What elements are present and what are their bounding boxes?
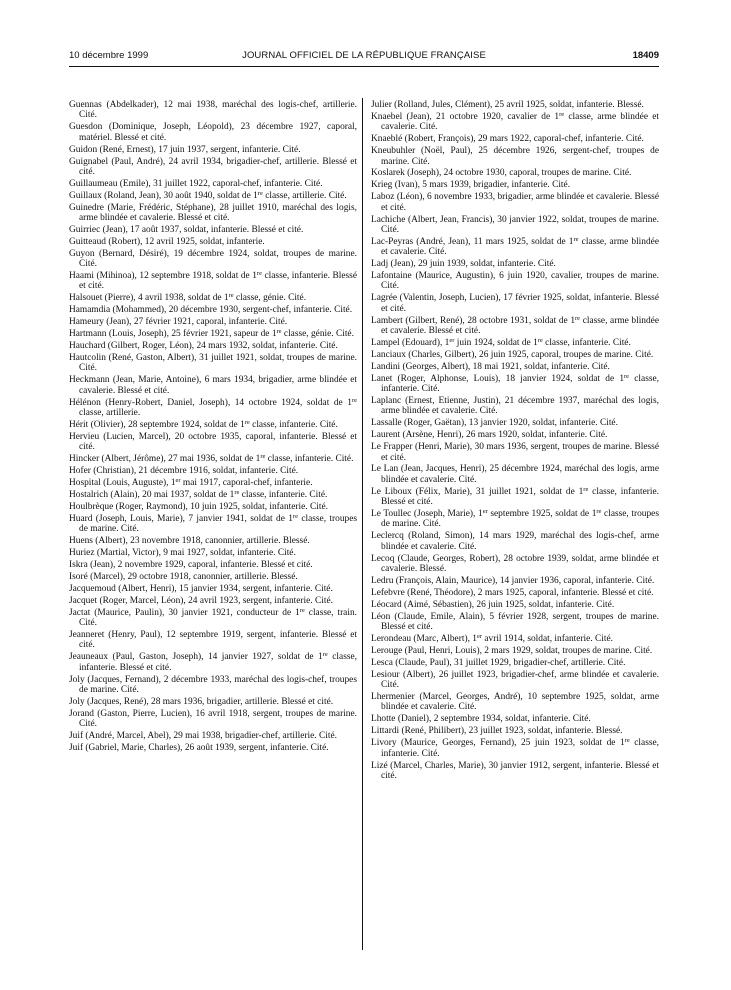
citation-entry: Laplanc (Ernest, Etienne, Justin), 21 décembre 1937, maréchal des logis, arme blindée et cavalerie. Cité. xyxy=(371,396,659,417)
page-header xyxy=(69,50,659,64)
citation-entry: Hostalrich (Alain), 20 mai 1937, soldat de 1re classe, infanterie. Cité. xyxy=(69,488,328,500)
citation-entry: Hincker (Albert, Jérôme), 27 mai 1936, soldat de 1re classe, infanterie. Cité. xyxy=(69,453,354,465)
citation-entry: Lhermenier (Marcel, Georges, André), 10 septembre 1925, soldat, arme blindée et cavalerie. Cité. xyxy=(371,692,659,713)
citation-entry: Lanet (Roger, Alphonse, Louis), 18 janvier 1924, soldat de 1re classe, infanterie. Cité. xyxy=(371,372,659,395)
citation-entry: Leclercq (Roland, Simon), 14 mars 1929, maréchal des logis-chef, arme blindée et cavalerie. Cité. xyxy=(371,531,659,552)
citation-entry: Guignabel (Paul, André), 24 avril 1934, brigadier-chef, artillerie. Blessé et cité. xyxy=(69,156,357,177)
citation-entry: Lesiour (Albert), 26 juillet 1923, brigadier-chef, arme blindée et cavalerie. Cité. xyxy=(371,669,659,691)
citation-entry: Guesdon (Dominique, Joseph, Léopold), 23 décembre 1927, caporal, matériel. Blessé et cité. xyxy=(69,122,357,143)
citation-entry: Hautcolin (René, Gaston, Albert), 31 juillet 1921, soldat, troupes de marine. Cité. xyxy=(69,353,357,374)
citation-entry: Lagrée (Valentin, Joseph, Lucien), 17 février 1925, soldat, infanterie. Blessé et cité. xyxy=(371,293,659,314)
citation-entry: Juif (Gabriel, Marie, Charles), 26 août 1939, sergent, infanterie. Cité. xyxy=(69,743,329,753)
citation-entry: Le Liboux (Félix, Marie), 31 juillet 1921, soldat de 1re classe, infanterie. Blessé et cité. xyxy=(371,485,659,508)
citation-entry: Léon (Claude, Emile, Alain), 5 février 1928, sergent, troupes de marine. Blessé et cité. xyxy=(371,611,659,633)
citation-entry: Lassalle (Roger, Gaëtan), 13 janvier 1920, soldat, infanterie. Cité. xyxy=(371,418,618,429)
citation-entry: Huard (Joseph, Louis, Marie), 7 janvier 1941, soldat de 1re classe, troupes de marine. Cité. xyxy=(69,512,358,535)
citation-entry: Guirriec (Jean), 17 août 1937, soldat, infanterie. Blessé et cité. xyxy=(69,224,304,235)
citation-entry: Guyon (Bernard, Désiré), 19 décembre 1924, soldat, troupes de marine. Cité. xyxy=(69,248,357,270)
citation-entry: Lafontaine (Maurice, Augustin), 6 juin 1920, cavalier, troupes de marine. Cité. xyxy=(371,271,659,292)
citation-entry: Lesca (Claude, Paul), 31 juillet 1929, brigadier-chef, artillerie. Cité. xyxy=(371,657,626,668)
citation-entry: Huens (Albert), 23 novembre 1918, canonnier, artillerie. Blessé. xyxy=(69,536,310,547)
citation-entry: Houlbrèque (Roger, Raymond), 10 juin 1925, soldat, infanterie. Cité. xyxy=(69,501,328,512)
citation-entry: Ledru (François, Alain, Maurice), 14 janvier 1936, caporal, infanterie. Cité. xyxy=(371,575,655,586)
citation-entry: Lhotte (Daniel), 2 septembre 1934, soldat, infanterie. Cité. xyxy=(371,714,591,725)
citation-entry: Lizé (Marcel, Charles, Marie), 30 janvier 1912, sergent, infanterie. Blessé et cité. xyxy=(371,760,659,781)
citation-entry: Guillaux (Roland, Jean), 30 août 1940, soldat de 1re classe, artillerie. Cité. xyxy=(69,189,347,201)
citation-entry: Lambert (Gilbert, René), 28 octobre 1931, soldat de 1re classe, arme blindée et cavalerie. Blessé et cité. xyxy=(371,314,660,336)
citation-entry: Lerondeau (Marc, Albert), 1er avril 1914, soldat, infanterie. Cité. xyxy=(371,632,613,644)
citation-entry: Hérit (Olivier), 28 septembre 1924, soldat de 1re classe, infanterie. Cité. xyxy=(69,418,338,430)
header-rule xyxy=(69,66,659,67)
left-column xyxy=(69,100,357,755)
citation-entry: Lecoq (Claude, Georges, Robert), 28 octobre 1939, soldat, arme blindée et cavalerie. Blessé. xyxy=(371,553,659,574)
citation-entry: Laurent (Arsène, Henri), 26 mars 1920, soldat, infanterie. Cité. xyxy=(371,430,608,441)
citation-entry: Livory (Maurice, Georges, Fernand), 25 juin 1923, soldat de 1re classe, infanterie. Cité. xyxy=(371,737,660,759)
journal-title: JOURNAL OFFICIEL DE LA RÉPUBLIQUE FRANÇAISE xyxy=(242,50,486,61)
citation-entry: Halsouet (Pierre), 4 avril 1938, soldat de 1re classe, génie. Cité. xyxy=(69,292,307,304)
citation-entry: Jacquet (Roger, Marcel, Léon), 24 avril 1923, sergent, infanterie. Cité. xyxy=(69,595,333,606)
citation-entry: Ladj (Jean), 29 juin 1939, soldat, infanterie. Cité. xyxy=(371,259,556,270)
citation-entry: Lac-Peyras (André, Jean), 11 mars 1925, soldat de 1re classe, arme blindée et cavalerie. Cité. xyxy=(371,235,659,258)
citation-entry: Jorand (Gaston, Pierre, Lucien), 16 avril 1918, sergent, troupes de marine. Cité. xyxy=(69,708,357,730)
citation-entry: Iskra (Jean), 2 novembre 1929, caporal, infanterie. Blessé et cité. xyxy=(69,559,313,570)
citation-entry: Littardi (René, Philibert), 23 juillet 1923, soldat, infanterie. Blessé. xyxy=(371,726,623,737)
citation-entry: Knaebel (Jean), 21 octobre 1920, cavalier de 1re classe, arme blindée et cavalerie. Cité. xyxy=(371,110,659,133)
citation-entry: Hélénon (Henry-Robert, Daniel, Joseph), 14 octobre 1924, soldat de 1re classe, artillerie. xyxy=(69,396,357,418)
citation-entry: Julier (Rolland, Jules, Clément), 25 avril 1925, soldat, infanterie. Blessé. xyxy=(371,100,644,110)
citation-entry: Lefebvre (René, Théodore), 2 mars 1925, caporal, infanterie. Blessé et cité. xyxy=(371,587,654,598)
citation-entry: Hospital (Louis, Auguste), 1er mai 1917, caporal-chef, infanterie. xyxy=(69,477,313,488)
citation-entry: Léocard (Aimé, Sébastien), 26 juin 1925, soldat, infanterie. Cité. xyxy=(371,599,615,610)
right-column xyxy=(371,100,659,783)
citation-entry: Le Toullec (Joseph, Marie), 1er septembre 1925, soldat de 1re classe, troupes de marine. Cité. xyxy=(371,508,659,530)
citation-entry: Knaeblé (Robert, François), 29 mars 1922, caporal-chef, infanterie. Cité. xyxy=(371,134,644,145)
citation-entry: Hervieu (Lucien, Marcel), 20 octobre 1935, caporal, infanterie. Blessé et cité. xyxy=(69,431,357,453)
citation-entry: Jeauneaux (Paul, Gaston, Joseph), 14 janvier 1927, soldat de 1re classe, infanterie. Blessé et cité. xyxy=(69,651,357,673)
citation-entry: Le Lan (Jean, Jacques, Henri), 25 décembre 1924, maréchal des logis, arme blindée et cavalerie. Cité. xyxy=(371,464,659,485)
column-divider xyxy=(362,98,363,950)
citation-entry: Koslarek (Joseph), 24 octobre 1930, caporal, troupes de marine. Cité. xyxy=(371,168,632,179)
citation-entry: Hameury (Jean), 27 février 1921, caporal, infanterie. Cité. xyxy=(69,317,288,328)
citation-entry: Joly (Jacques, René), 28 mars 1936, brigadier, artillerie. Blessé et cité. xyxy=(69,696,334,707)
citation-entry: Krieg (Ivan), 5 mars 1939, brigadier, infanterie. Cité. xyxy=(371,180,571,191)
citation-entry: Le Frapper (Henri, Marie), 30 mars 1936, sergent, troupes de marine. Blessé et cité. xyxy=(371,442,659,463)
citation-entry: Lanciaux (Charles, Gilbert), 26 juin 1925, caporal, troupes de marine. Cité. xyxy=(371,349,654,360)
citation-entry: Hofer (Christian), 21 décembre 1916, soldat, infanterie. Cité. xyxy=(69,466,299,477)
citation-entry: Heckmann (Jean, Marie, Antoine), 6 mars 1934, brigadier, arme blindée et cavalerie. Blessé et cité. xyxy=(69,375,357,396)
citation-entry: Jactat (Maurice, Paulin), 30 janvier 1921, conducteur de 1re classe, train. Cité. xyxy=(69,606,357,629)
citation-entry: Huriez (Martial, Victor), 9 mai 1927, soldat, infanterie. Cité. xyxy=(69,548,296,559)
citation-entry: Guennas (Abdelkader), 12 mai 1938, maréchal des logis-chef, artillerie. Cité. xyxy=(69,100,357,121)
citation-entry: Landini (Georges, Albert), 18 mai 1921, soldat, infanterie. Cité. xyxy=(371,361,610,372)
citation-entry: Hauchard (Gilbert, Roger, Léon), 24 mars 1932, soldat, infanterie. Cité. xyxy=(69,341,338,352)
citation-entry: Guidon (René, Ernest), 17 juin 1937, sergent, infanterie. Cité. xyxy=(69,144,301,155)
citation-entry: Jacquemoud (Albert, Henri), 15 janvier 1934, sergent, infanterie. Cité. xyxy=(69,583,333,594)
citation-entry: Lampel (Edouard), 1er juin 1924, soldat de 1re classe, infanterie. Cité. xyxy=(371,336,631,348)
citation-entry: Lachiche (Albert, Jean, Francis), 30 janvier 1922, soldat, troupes de marine. Cité. xyxy=(371,214,659,235)
citation-entry: Guinedre (Marie, Frédéric, Stéphane), 28 juillet 1910, maréchal des logis, arme blindée et cavalerie. Blessé et cité. xyxy=(69,202,357,223)
citation-entry: Jeanneret (Henry, Paul), 12 septembre 1919, sergent, infanterie. Blessé et cité. xyxy=(69,630,357,651)
citation-entry: Juif (André, Marcel, Abel), 29 mai 1938, brigadier-chef, artillerie. Cité. xyxy=(69,731,337,742)
citation-entry: Isoré (Marcel), 29 octobre 1918, canonnier, artillerie. Blessé. xyxy=(69,571,298,582)
citation-entry: Kneubuhler (Noël, Paul), 25 décembre 1926, sergent-chef, troupes de marine. Cité. xyxy=(371,146,659,167)
citation-entry: Haami (Mihinoa), 12 septembre 1918, soldat de 1re classe, infanterie. Blessé et cité. xyxy=(69,270,357,292)
citation-entry: Lerouge (Paul, Henri, Louis), 2 mars 1929, soldat, troupes de marine. Cité. xyxy=(371,645,653,656)
citation-entry: Joly (Jacques, Fernand), 2 décembre 1933, maréchal des logis-chef, troupes de marine. Cité. xyxy=(69,674,357,695)
citation-entry: Hamamdia (Mohammed), 20 décembre 1930, sergent-chef, infanterie. Cité. xyxy=(69,305,353,316)
citation-entry: Laboz (Léon), 6 novembre 1933, brigadier, arme blindée et cavalerie. Blessé et cité. xyxy=(371,192,659,213)
page-number: 18409 xyxy=(632,50,659,61)
citation-entry: Guillaumeau (Emile), 31 juillet 1922, caporal-chef, infanterie. Cité. xyxy=(69,178,323,189)
citation-entry: Hartmann (Louis, Joseph), 25 février 1921, sapeur de 1re classe, génie. Cité. xyxy=(69,328,354,340)
issue-date: 10 décembre 1999 xyxy=(69,50,149,61)
citation-entry: Guitteaud (Robert), 12 avril 1925, soldat, infanterie. xyxy=(69,236,265,247)
